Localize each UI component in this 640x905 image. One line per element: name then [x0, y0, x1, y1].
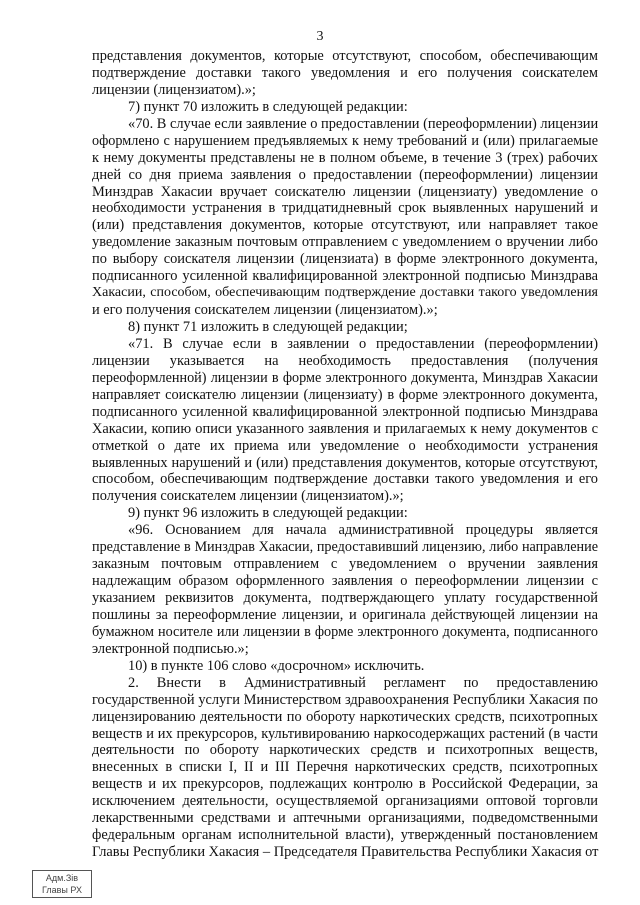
text-line: необходимости устранения в тридцатидневный срок выявленных нарушений и — [92, 200, 598, 217]
text-line: представления документов, которые отсутствуют, способом, обеспечивающим — [92, 48, 598, 64]
text-line: деятельности по обороту наркотических средств и психотропных веществ, — [92, 742, 598, 759]
text-line: дней со дня приема заявления о предоставлении (переоформлении) лицензии — [92, 166, 598, 183]
text-line: подтверждение доставки такого уведомления и его получения соискателем — [92, 64, 598, 81]
text-line: переоформленной) лицензии в форме электронного документа, Минздрав Хакасии — [92, 369, 598, 386]
text-line: «96. Основанием для начала административной процедуры является — [128, 522, 598, 539]
text-line: и его получения соискателем лицензии (лицензиатом).»; — [92, 302, 438, 319]
text-line: «70. В случае если заявление о предоставлении (переоформлении) лицензии — [128, 115, 599, 132]
text-line: оформлено с нарушением предъявляемых к нему требований и (или) прилагаемые — [92, 132, 598, 149]
text-line: заказным почтовым отправлением с уведомлением о вручении заявления — [92, 556, 598, 573]
text-line: направляет соискателю лицензии (лицензиату) в форме электронного документа, — [92, 386, 598, 403]
text-line: (или) представления документов, которые отсутствуют, или направляет такое — [92, 217, 598, 234]
text-line: по выбору соискателя лицензии (лицензиата) в форме электронного документа, — [92, 251, 598, 268]
text-line: Хакасии, копию описи указанного заявления и прилагаемых к нему документов с — [92, 420, 598, 437]
text-line: федеральным органам исполнительной власти), утвержденный постановлением — [92, 827, 598, 844]
text-line: подписанного усиленной квалифицированной электронной подписью Минздрава — [92, 268, 598, 285]
text-line: к нему документы представлены не в полном объеме, в течение 3 (трех) рабочих — [92, 149, 598, 166]
text-line: государственной услуги Министерством здравоохранения Республики Хакасия по — [92, 691, 598, 708]
office-stamp — [32, 870, 92, 898]
text-line: получения соискателем лицензии (лицензиатом).»; — [92, 488, 404, 505]
text-line: надлежащим образом оформленного заявления о переоформлении лицензии с — [92, 573, 598, 590]
text-line: отметкой о дате их приема или уведомление о необходимости устранения — [92, 437, 598, 454]
text-line: лицензии (лицензиатом).»; — [92, 81, 256, 98]
text-line: лицензии указывается на необходимость предоставления (получения — [92, 352, 598, 369]
text-line: Минздрав Хакасии вручает соискателю лицензии (лицензиату) уведомление о — [92, 183, 598, 200]
text-line: веществ и их прекурсоров, культивированию наркосодержащих растений (в части — [92, 725, 598, 742]
text-line: 7) пункт 70 изложить в следующей редакции: — [128, 98, 408, 115]
text-line: пошлины за переоформление лицензии, и оригинала действующей лицензии на — [92, 606, 598, 623]
text-line: 9) пункт 96 изложить в следующей редакции: — [128, 505, 408, 522]
text-line: подписанного усиленной квалифицированной электронной подписью Минздрава — [92, 403, 598, 420]
text-line: 8) пункт 71 изложить в следующей редакции; — [128, 319, 408, 335]
document-body — [92, 48, 598, 861]
text-line: уведомление заказным почтовым отправлением с уведомлением о вручении либо — [92, 234, 598, 251]
text-line: лицензированию деятельности по обороту наркотических средств, психотропных — [92, 708, 598, 725]
text-line: представление в Минздрав Хакасии, предоставивший лицензию, либо направление — [92, 539, 598, 556]
text-line: Главы Республики Хакасия – Председателя Правительства Республики Хакасия от — [92, 844, 599, 861]
text-line: внесенных в списки I, II и III Перечня наркотических средств, психотропных — [92, 759, 598, 776]
text-line: «71. В случае если в заявлении о предоставлении (переоформлении) — [128, 335, 598, 352]
text-line: 10) в пункте 106 слово «досрочном» исключить. — [128, 657, 425, 674]
text-line: указанием реквизитов документа, подтверждающего уплату государственной — [92, 590, 598, 606]
text-line: исключением деятельности, осуществляемой организациями оптовой торговли — [92, 793, 598, 810]
stamp-line-2: Главы РХ — [42, 885, 82, 895]
page-number: 3 — [316, 29, 324, 44]
text-line: бумажном носителе или лицензии в форме электронного документа, подписанного — [92, 623, 598, 640]
text-line: веществ и их прекурсоров, подлежащих контролю в Российской Федерации, за — [92, 776, 598, 793]
text-line: 2. Внести в Административный регламент по предоставлению — [128, 674, 598, 691]
text-line: электронной подписью.»; — [92, 640, 249, 657]
text-line: выявленных нарушений и (или) представления документов, которые отсутствуют, — [92, 454, 598, 471]
text-line: лекарственными средствами и аптечными организациями, подведомственными — [92, 810, 598, 827]
stamp-line-1: Адм.Зів — [45, 873, 79, 883]
text-line: Хакасии, способом, обеспечивающим подтверждение доставки такого уведомления — [92, 285, 598, 301]
text-line: способом, обеспечивающим подтверждение доставки такого уведомления и его — [92, 471, 598, 488]
